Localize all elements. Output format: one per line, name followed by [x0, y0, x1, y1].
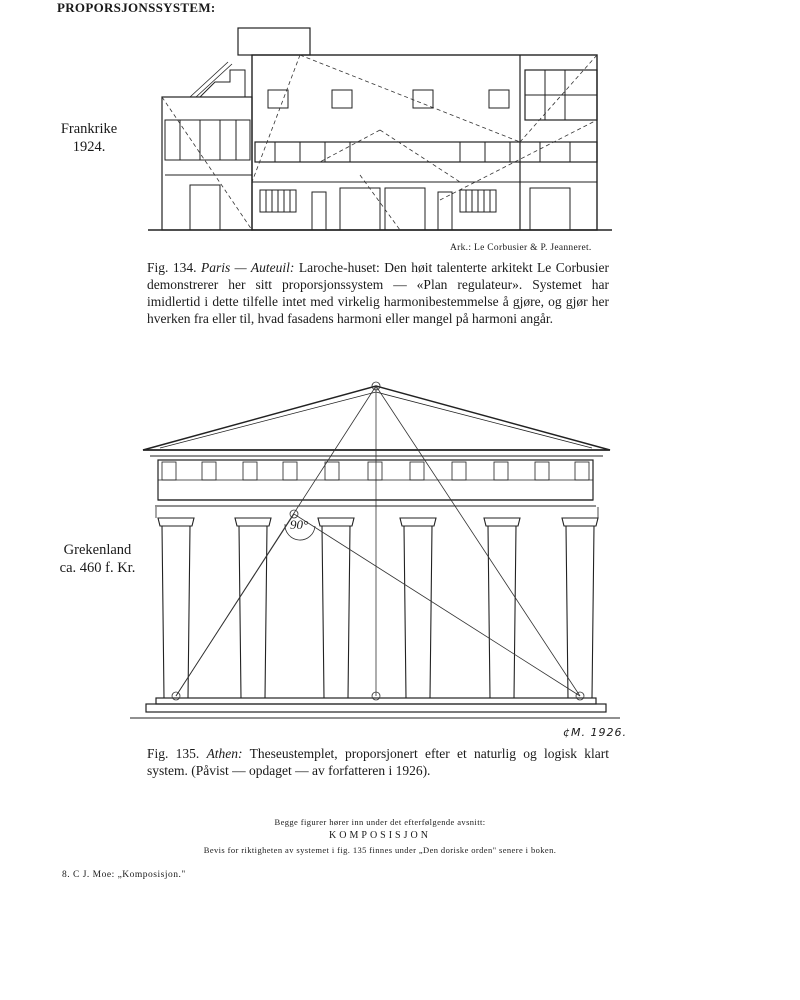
figure1-year: 1924. [72, 139, 106, 155]
figure1-facade-drawing [0, 0, 800, 260]
figure2-country: Grekenland [63, 542, 132, 558]
figure2-caption-text: Theseustemplet, proporsjonert efter et naturlig og logisk klart system. (Påvist — opdaget — av forfatteren i 1926). [147, 746, 610, 778]
page-footer: 8. C J. Moe: „Komposisjon." [62, 870, 186, 880]
page-header: PROPORSJONSSYSTEM: [57, 0, 216, 15]
left-door [190, 185, 220, 230]
figure1-caption-place: Paris — Auteuil: [200, 260, 295, 275]
roof-stair [162, 70, 245, 97]
figure2-temple-drawing [0, 370, 800, 730]
figure2-caption-fig: Fig. 135. [147, 746, 200, 761]
figure1-credit: Ark.: Le Corbusier & P. Jeanneret. [450, 243, 592, 253]
figure2-caption [147, 745, 609, 779]
note-line2: Bevis for riktigheten av systemet i fig. 135 finnes under „Den doriske orden" senere i boken. [203, 845, 557, 855]
left-window-band [165, 120, 250, 160]
columns [158, 518, 598, 698]
figure1-caption [147, 259, 609, 327]
roof-box [238, 28, 310, 55]
note-section-title: KOMPOSISJON [329, 830, 431, 841]
ribbon-window [255, 142, 597, 162]
figure1-caption-text: Laroche-huset: Den høit talenterte arkitekt Le Corbusier demonstrerer her sitt proporsjonssystem — «Plan regulateur». Systemet har imidlertid i dette tilfelle intet med virkelig harmonibestemmelse å gjøre, og gjør her hverken fra eller til, hvad fasadens harmoni eller mangel på harmoni angår. [147, 260, 610, 326]
figure2-signature: ¢M. 1926. [563, 726, 627, 739]
pediment [143, 386, 610, 450]
note-line1: Begge figurer hører inn under det efterfølgende avsnitt: [274, 817, 486, 827]
figure1-country: Frankrike [60, 121, 118, 137]
figure2-caption-place: Athen: [206, 746, 243, 761]
section-note [160, 817, 600, 855]
figure1-caption-fig: Fig. 134. [147, 260, 197, 275]
figure2-date: ca. 460 f. Kr. [59, 560, 136, 576]
triglyphs [162, 462, 589, 480]
stylobate [156, 698, 596, 704]
angle-label: 90° [290, 517, 309, 532]
